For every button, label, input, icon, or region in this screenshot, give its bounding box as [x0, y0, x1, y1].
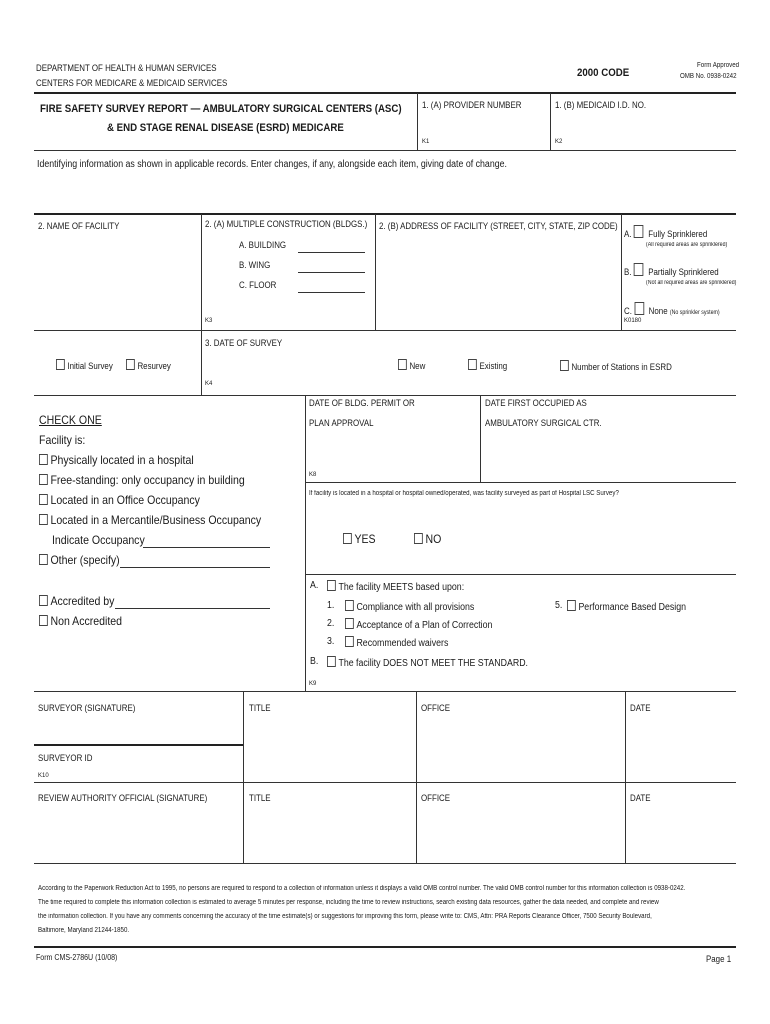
title-label-2: TITLE — [249, 793, 271, 803]
non-accredited-label: Non Accredited — [50, 614, 123, 628]
compliance-checkbox[interactable] — [345, 600, 354, 611]
item2-number: 2. — [327, 618, 335, 629]
office-occupancy-label: Located in an Office Occupancy — [50, 493, 200, 507]
other-checkbox[interactable] — [39, 554, 48, 565]
initial-survey-option[interactable] — [56, 359, 113, 371]
dept-line1: DEPARTMENT OF HEALTH & HUMAN SERVICES — [36, 63, 217, 73]
paperwork-line2: The time required to complete this information collection is estimated to average 5 minutes per response, including the time to review instructions, search existing data resources, gather the data needed, and complete and review — [38, 899, 659, 906]
no-sprinkler-label: None — [648, 306, 668, 316]
address-label: 2. (B) ADDRESS OF FACILITY (STREET, CITY, STATE, ZIP CODE) — [379, 221, 618, 231]
mercantile-checkbox[interactable] — [39, 514, 48, 525]
yes-checkbox[interactable] — [343, 533, 352, 544]
stations-label: Number of Stations in ESRD — [571, 362, 672, 372]
meets-standard-checkbox[interactable] — [327, 580, 336, 591]
partially-sprinklered-note: (Not all required areas are sprinklered) — [646, 280, 737, 286]
option-b-letter: B. — [624, 267, 632, 277]
title-label-1: TITLE — [249, 703, 271, 713]
does-not-meet-checkbox[interactable] — [327, 656, 336, 667]
existing-label: Existing — [479, 361, 508, 371]
instructions-text: Identifying information as shown in applicable records. Enter changes, if any, alongside each item, giving date of change. — [37, 159, 507, 170]
item5-number: 5. — [555, 600, 563, 611]
no-sprinkler-checkbox[interactable] — [634, 302, 644, 315]
partially-sprinklered-checkbox[interactable] — [634, 263, 644, 276]
dept-line2: CENTERS FOR MEDICARE & MEDICAID SERVICES — [36, 78, 228, 88]
office-label-2: OFFICE — [421, 793, 451, 803]
permit-date-label1: DATE OF BLDG. PERMIT OR — [309, 398, 415, 408]
date-of-survey-label: 3. DATE OF SURVEY — [205, 338, 283, 348]
item1-number: 1. — [327, 600, 335, 611]
meets-standard-label: The facility MEETS based upon: — [338, 582, 465, 593]
k8-code: K8 — [309, 472, 317, 478]
new-label: New — [409, 361, 426, 371]
medicaid-id-label: 1. (B) MEDICAID I.D. NO. — [555, 100, 647, 110]
mercantile-option[interactable] — [39, 513, 261, 527]
performance-design-option[interactable] — [567, 600, 686, 613]
meets-a-letter: A. — [310, 580, 319, 591]
paperwork-line3: the information collection. If you have any comments concerning the accuracy of the time estimate(s) or suggestions for improving this form, please write to: CMS, Attn: PRA Reports Clearance Officer, 7500 Security Boulevard, — [38, 913, 652, 920]
free-standing-label: Free-standing: only occupancy in building — [50, 473, 245, 487]
waivers-checkbox[interactable] — [345, 636, 354, 647]
hospital-checkbox[interactable] — [39, 454, 48, 465]
indicate-occupancy-label: Indicate Occupancy — [52, 533, 145, 547]
wing-label: B. WING — [239, 260, 271, 270]
compliance-option[interactable] — [345, 600, 474, 613]
partially-sprinklered-label: Partially Sprinklered — [648, 267, 719, 277]
date-label-1: DATE — [630, 703, 651, 713]
office-occupancy-checkbox[interactable] — [39, 494, 48, 505]
performance-design-label: Performance Based Design — [578, 602, 687, 613]
fully-sprinklered-checkbox[interactable] — [634, 225, 644, 238]
stations-checkbox[interactable] — [560, 360, 569, 371]
partially-sprinklered-option[interactable] — [624, 263, 719, 277]
free-standing-option[interactable] — [39, 473, 245, 487]
wing-field[interactable] — [298, 260, 365, 273]
surveyor-id-label: SURVEYOR ID — [38, 753, 93, 763]
new-option[interactable] — [398, 359, 425, 371]
plan-of-correction-label: Acceptance of a Plan of Correction — [356, 620, 493, 631]
performance-design-checkbox[interactable] — [567, 600, 576, 611]
hospital-label: Physically located in a hospital — [50, 453, 194, 467]
no-sprinkler-option[interactable] — [624, 302, 720, 316]
fully-sprinklered-label: Fully Sprinklered — [648, 229, 708, 239]
code-label: 2000 CODE — [577, 67, 630, 79]
occupied-date-label1: DATE FIRST OCCUPIED AS — [485, 398, 587, 408]
permit-date-label2: PLAN APPROVAL — [309, 418, 374, 428]
yes-option[interactable] — [343, 532, 376, 546]
accredited-label: Accredited by — [50, 594, 115, 608]
facility-name-label: 2. NAME OF FACILITY — [38, 221, 120, 231]
no-sprinkler-note: (No sprinkler system) — [669, 310, 720, 316]
accredited-checkbox[interactable] — [39, 595, 48, 606]
new-checkbox[interactable] — [398, 359, 407, 370]
k10-code: K10 — [38, 773, 49, 779]
date-label-2: DATE — [630, 793, 651, 803]
compliance-label: Compliance with all provisions — [356, 602, 475, 613]
other-label: Other (specify) — [50, 553, 120, 567]
title-line1: FIRE SAFETY SURVEY REPORT — AMBULATORY SURGICAL CENTERS (ASC) — [40, 103, 402, 115]
fully-sprinklered-option[interactable] — [624, 225, 707, 239]
k1-code: K1 — [422, 139, 430, 145]
no-label: NO — [425, 532, 442, 546]
option-c-letter: C. — [624, 306, 632, 316]
plan-of-correction-checkbox[interactable] — [345, 618, 354, 629]
office-occupancy-option[interactable] — [39, 493, 200, 507]
existing-option[interactable] — [468, 359, 507, 371]
no-option[interactable] — [414, 532, 441, 546]
other-specify-field[interactable] — [120, 553, 270, 568]
review-signature-label: REVIEW AUTHORITY OFFICIAL (SIGNATURE) — [38, 793, 208, 803]
hospital-option[interactable] — [39, 453, 194, 467]
does-not-meet-label: The facility DOES NOT MEET THE STANDARD. — [338, 658, 529, 669]
stations-option[interactable] — [560, 360, 672, 372]
check-one-title: CHECK ONE — [39, 413, 102, 427]
provider-number-label: 1. (A) PROVIDER NUMBER — [422, 100, 522, 110]
facility-is-label: Facility is: — [39, 433, 86, 447]
k2-code: K2 — [555, 139, 563, 145]
mercantile-label: Located in a Mercantile/Business Occupancy — [50, 513, 262, 527]
floor-label: C. FLOOR — [239, 280, 277, 290]
paperwork-line4: Baltimore, Maryland 21244-1850. — [38, 927, 130, 934]
does-not-meet-option[interactable] — [327, 656, 528, 669]
other-option[interactable] — [39, 553, 120, 567]
k0180-code: K0180 — [624, 318, 642, 324]
building-label: A. BUILDING — [239, 240, 287, 250]
floor-field[interactable] — [298, 280, 365, 293]
title-line2: & END STAGE RENAL DISEASE (ESRD) MEDICARE — [107, 122, 344, 134]
page-number: Page 1 — [706, 954, 732, 964]
omb-number: OMB No. 0938-0242 — [680, 73, 737, 80]
form-number: Form CMS-2786U (10/08) — [36, 953, 118, 962]
option-a-letter: A. — [624, 229, 632, 239]
accredited-option[interactable] — [39, 594, 114, 608]
building-field[interactable] — [298, 240, 365, 253]
form-approved: Form Approved — [697, 62, 740, 69]
occupied-date-label2: AMBULATORY SURGICAL CTR. — [485, 418, 602, 428]
plan-of-correction-option[interactable] — [345, 618, 492, 631]
k3-code: K3 — [205, 318, 213, 324]
indicate-occupancy-field[interactable] — [143, 533, 270, 548]
fully-sprinklered-note: (All required areas are sprinklered) — [646, 242, 728, 248]
non-accredited-option[interactable] — [39, 614, 122, 628]
meets-standard-option[interactable] — [327, 580, 464, 593]
meets-b-letter: B. — [310, 656, 319, 667]
accredited-by-field[interactable] — [115, 594, 270, 609]
initial-survey-label: Initial Survey — [67, 361, 113, 371]
office-label-1: OFFICE — [421, 703, 451, 713]
existing-checkbox[interactable] — [468, 359, 477, 370]
k4-code: K4 — [205, 381, 213, 387]
k9-code: K9 — [309, 681, 317, 687]
no-checkbox[interactable] — [414, 533, 423, 544]
non-accredited-checkbox[interactable] — [39, 615, 48, 626]
hospital-survey-question: If facility is located in a hospital or hospital owned/operated, was facility surveyed as part of Hospital LSC Survey? — [309, 490, 619, 497]
multiple-construction-label: 2. (A) MULTIPLE CONSTRUCTION (BLDGS.) — [205, 219, 368, 229]
surveyor-signature-label: SURVEYOR (SIGNATURE) — [38, 703, 136, 713]
waivers-label: Recommended waivers — [356, 638, 449, 649]
resurvey-option[interactable] — [126, 359, 171, 371]
item3-number: 3. — [327, 636, 335, 647]
resurvey-label: Resurvey — [137, 361, 171, 371]
yes-label: YES — [354, 532, 376, 546]
waivers-option[interactable] — [345, 636, 448, 649]
paperwork-line1: According to the Paperwork Reduction Act to 1995, no persons are required to respond to a collection of information unless it displays a valid OMB control number. The valid OMB control number for this information collection is 0938-0242. — [38, 885, 686, 892]
free-standing-checkbox[interactable] — [39, 474, 48, 485]
initial-survey-checkbox[interactable] — [56, 359, 65, 370]
resurvey-checkbox[interactable] — [126, 359, 135, 370]
